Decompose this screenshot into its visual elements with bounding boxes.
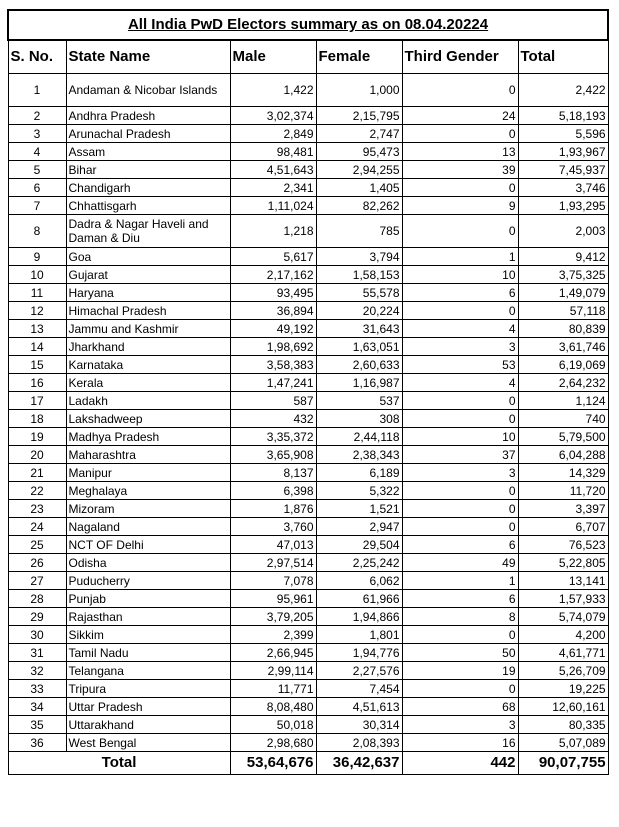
cell-male: 95,961 — [230, 590, 316, 608]
cell-male: 2,97,514 — [230, 554, 316, 572]
cell-third-gender: 13 — [402, 143, 518, 161]
cell-state-name: Jammu and Kashmir — [66, 320, 230, 338]
cell-male: 432 — [230, 410, 316, 428]
cell-sno: 32 — [8, 662, 66, 680]
cell-third-gender: 3 — [402, 338, 518, 356]
table-row — [8, 410, 608, 428]
cell-third-gender: 8 — [402, 608, 518, 626]
cell-male: 1,11,024 — [230, 197, 316, 215]
cell-male: 2,98,680 — [230, 734, 316, 752]
table-row — [8, 626, 608, 644]
cell-state-name: Gujarat — [66, 266, 230, 284]
cell-sno: 16 — [8, 374, 66, 392]
cell-sno: 35 — [8, 716, 66, 734]
cell-third-gender: 10 — [402, 266, 518, 284]
cell-state-name: Tamil Nadu — [66, 644, 230, 662]
cell-total: 12,60,161 — [518, 698, 608, 716]
table-row — [8, 554, 608, 572]
cell-total: 9,412 — [518, 248, 608, 266]
cell-male: 3,760 — [230, 518, 316, 536]
table-row — [8, 374, 608, 392]
cell-third-gender: 0 — [402, 125, 518, 143]
cell-male: 3,58,383 — [230, 356, 316, 374]
cell-state-name: West Bengal — [66, 734, 230, 752]
cell-third-gender: 3 — [402, 716, 518, 734]
cell-sno: 9 — [8, 248, 66, 266]
cell-total: 7,45,937 — [518, 161, 608, 179]
total-total: 90,07,755 — [518, 752, 608, 775]
cell-total: 19,225 — [518, 680, 608, 698]
table-row — [8, 572, 608, 590]
cell-sno: 29 — [8, 608, 66, 626]
cell-total: 5,22,805 — [518, 554, 608, 572]
header-state: State Name — [66, 40, 230, 74]
cell-state-name: Bihar — [66, 161, 230, 179]
cell-total: 5,18,193 — [518, 107, 608, 125]
table-row — [8, 161, 608, 179]
cell-third-gender: 3 — [402, 464, 518, 482]
cell-female: 20,224 — [316, 302, 402, 320]
cell-female: 2,15,795 — [316, 107, 402, 125]
cell-total: 5,07,089 — [518, 734, 608, 752]
cell-female: 6,189 — [316, 464, 402, 482]
cell-sno: 13 — [8, 320, 66, 338]
cell-state-name: Chhattisgarh — [66, 197, 230, 215]
cell-sno: 34 — [8, 698, 66, 716]
cell-third-gender: 19 — [402, 662, 518, 680]
cell-sno: 1 — [8, 74, 66, 107]
header-sno: S. No. — [8, 40, 66, 74]
cell-female: 1,63,051 — [316, 338, 402, 356]
cell-state-name: Puducherry — [66, 572, 230, 590]
cell-total: 2,422 — [518, 74, 608, 107]
title-row — [8, 10, 608, 40]
cell-state-name: Jharkhand — [66, 338, 230, 356]
table-row — [8, 464, 608, 482]
cell-total: 4,61,771 — [518, 644, 608, 662]
cell-female: 2,747 — [316, 125, 402, 143]
cell-female: 82,262 — [316, 197, 402, 215]
cell-male: 2,399 — [230, 626, 316, 644]
cell-third-gender: 53 — [402, 356, 518, 374]
cell-female: 1,405 — [316, 179, 402, 197]
cell-state-name: Assam — [66, 143, 230, 161]
cell-female: 2,44,118 — [316, 428, 402, 446]
cell-third-gender: 0 — [402, 482, 518, 500]
cell-male: 11,771 — [230, 680, 316, 698]
cell-third-gender: 0 — [402, 302, 518, 320]
cell-female: 2,94,255 — [316, 161, 402, 179]
table-row — [8, 107, 608, 125]
cell-total: 1,93,967 — [518, 143, 608, 161]
cell-third-gender: 4 — [402, 374, 518, 392]
table-row — [8, 248, 608, 266]
header-male: Male — [230, 40, 316, 74]
cell-male: 2,99,114 — [230, 662, 316, 680]
cell-male: 47,013 — [230, 536, 316, 554]
cell-state-name: Odisha — [66, 554, 230, 572]
cell-total: 3,61,746 — [518, 338, 608, 356]
cell-male: 1,47,241 — [230, 374, 316, 392]
cell-male: 2,849 — [230, 125, 316, 143]
cell-total: 4,200 — [518, 626, 608, 644]
table-title-cell — [8, 10, 608, 40]
cell-male: 2,66,945 — [230, 644, 316, 662]
cell-third-gender: 68 — [402, 698, 518, 716]
cell-male: 3,79,205 — [230, 608, 316, 626]
cell-total: 14,329 — [518, 464, 608, 482]
cell-sno: 2 — [8, 107, 66, 125]
cell-third-gender: 6 — [402, 590, 518, 608]
cell-female: 2,60,633 — [316, 356, 402, 374]
cell-total: 11,720 — [518, 482, 608, 500]
table-row — [8, 125, 608, 143]
cell-female: 1,000 — [316, 74, 402, 107]
cell-male: 3,35,372 — [230, 428, 316, 446]
cell-male: 2,17,162 — [230, 266, 316, 284]
cell-sno: 4 — [8, 143, 66, 161]
cell-sno: 25 — [8, 536, 66, 554]
cell-state-name: Rajasthan — [66, 608, 230, 626]
cell-sno: 8 — [8, 215, 66, 248]
cell-female: 6,062 — [316, 572, 402, 590]
cell-state-name: Meghalaya — [66, 482, 230, 500]
cell-female: 1,16,987 — [316, 374, 402, 392]
cell-male: 50,018 — [230, 716, 316, 734]
cell-state-name: Maharashtra — [66, 446, 230, 464]
cell-third-gender: 0 — [402, 410, 518, 428]
cell-state-name: Himachal Pradesh — [66, 302, 230, 320]
cell-third-gender: 0 — [402, 392, 518, 410]
cell-third-gender: 50 — [402, 644, 518, 662]
cell-sno: 11 — [8, 284, 66, 302]
cell-sno: 7 — [8, 197, 66, 215]
cell-sno: 17 — [8, 392, 66, 410]
cell-third-gender: 24 — [402, 107, 518, 125]
cell-third-gender: 0 — [402, 680, 518, 698]
cell-total: 740 — [518, 410, 608, 428]
cell-male: 5,617 — [230, 248, 316, 266]
header-total: Total — [518, 40, 608, 74]
cell-male: 36,894 — [230, 302, 316, 320]
cell-male: 1,98,692 — [230, 338, 316, 356]
cell-total: 5,74,079 — [518, 608, 608, 626]
cell-state-name: Telangana — [66, 662, 230, 680]
cell-sno: 26 — [8, 554, 66, 572]
cell-state-name: Uttar Pradesh — [66, 698, 230, 716]
table-row — [8, 590, 608, 608]
cell-total: 57,118 — [518, 302, 608, 320]
cell-female: 55,578 — [316, 284, 402, 302]
cell-state-name: Mizoram — [66, 500, 230, 518]
cell-male: 98,481 — [230, 143, 316, 161]
cell-sno: 18 — [8, 410, 66, 428]
cell-female: 537 — [316, 392, 402, 410]
cell-male: 3,02,374 — [230, 107, 316, 125]
cell-total: 5,26,709 — [518, 662, 608, 680]
table-row — [8, 518, 608, 536]
cell-third-gender: 6 — [402, 284, 518, 302]
cell-state-name: Ladakh — [66, 392, 230, 410]
total-third-gender: 442 — [402, 752, 518, 775]
table-row — [8, 608, 608, 626]
cell-female: 308 — [316, 410, 402, 428]
cell-female: 5,322 — [316, 482, 402, 500]
header-row — [8, 40, 608, 74]
cell-sno: 5 — [8, 161, 66, 179]
cell-third-gender: 1 — [402, 248, 518, 266]
cell-third-gender: 4 — [402, 320, 518, 338]
cell-male: 1,422 — [230, 74, 316, 107]
cell-third-gender: 0 — [402, 215, 518, 248]
cell-total: 6,707 — [518, 518, 608, 536]
cell-female: 30,314 — [316, 716, 402, 734]
table-row — [8, 320, 608, 338]
cell-total: 3,75,325 — [518, 266, 608, 284]
table-title: All India PwD Electors summary as on 08.04.20224 — [127, 16, 489, 33]
cell-sno: 14 — [8, 338, 66, 356]
table-row — [8, 266, 608, 284]
pwd-electors-table — [7, 9, 609, 775]
table-row — [8, 338, 608, 356]
table-row — [8, 482, 608, 500]
cell-total: 1,57,933 — [518, 590, 608, 608]
cell-sno: 28 — [8, 590, 66, 608]
cell-state-name: Punjab — [66, 590, 230, 608]
cell-state-name: Goa — [66, 248, 230, 266]
cell-state-name: Dadra & Nagar Haveli and Daman & Diu — [66, 215, 230, 248]
cell-total: 1,124 — [518, 392, 608, 410]
table-row — [8, 662, 608, 680]
cell-sno: 20 — [8, 446, 66, 464]
cell-state-name: Madhya Pradesh — [66, 428, 230, 446]
table-row — [8, 302, 608, 320]
cell-sno: 31 — [8, 644, 66, 662]
cell-sno: 22 — [8, 482, 66, 500]
cell-total: 3,397 — [518, 500, 608, 518]
cell-sno: 3 — [8, 125, 66, 143]
table-row — [8, 536, 608, 554]
cell-state-name: Andaman & Nicobar Islands — [66, 74, 230, 107]
cell-male: 2,341 — [230, 179, 316, 197]
cell-third-gender: 39 — [402, 161, 518, 179]
cell-female: 61,966 — [316, 590, 402, 608]
cell-state-name: Kerala — [66, 374, 230, 392]
table-row — [8, 284, 608, 302]
cell-state-name: Sikkim — [66, 626, 230, 644]
table-row — [8, 698, 608, 716]
table-row — [8, 680, 608, 698]
table-row — [8, 74, 608, 107]
cell-total: 6,04,288 — [518, 446, 608, 464]
cell-third-gender: 16 — [402, 734, 518, 752]
cell-third-gender: 49 — [402, 554, 518, 572]
cell-third-gender: 10 — [402, 428, 518, 446]
cell-sno: 30 — [8, 626, 66, 644]
cell-third-gender: 37 — [402, 446, 518, 464]
cell-total: 13,141 — [518, 572, 608, 590]
cell-total: 2,003 — [518, 215, 608, 248]
cell-total: 6,19,069 — [518, 356, 608, 374]
cell-male: 3,65,908 — [230, 446, 316, 464]
total-label: Total — [8, 752, 230, 775]
table-row — [8, 392, 608, 410]
cell-state-name: Nagaland — [66, 518, 230, 536]
cell-sno: 15 — [8, 356, 66, 374]
cell-total: 80,335 — [518, 716, 608, 734]
cell-sno: 33 — [8, 680, 66, 698]
table-row — [8, 716, 608, 734]
cell-sno: 27 — [8, 572, 66, 590]
table-row — [8, 446, 608, 464]
cell-sno: 24 — [8, 518, 66, 536]
table-row — [8, 179, 608, 197]
cell-sno: 23 — [8, 500, 66, 518]
cell-third-gender: 0 — [402, 74, 518, 107]
cell-state-name: Manipur — [66, 464, 230, 482]
table-row — [8, 734, 608, 752]
cell-sno: 36 — [8, 734, 66, 752]
cell-state-name: NCT OF Delhi — [66, 536, 230, 554]
cell-female: 2,38,343 — [316, 446, 402, 464]
cell-male: 1,876 — [230, 500, 316, 518]
cell-female: 7,454 — [316, 680, 402, 698]
cell-sno: 10 — [8, 266, 66, 284]
cell-female: 785 — [316, 215, 402, 248]
cell-state-name: Haryana — [66, 284, 230, 302]
cell-female: 1,521 — [316, 500, 402, 518]
cell-male: 1,218 — [230, 215, 316, 248]
cell-female: 1,58,153 — [316, 266, 402, 284]
cell-male: 49,192 — [230, 320, 316, 338]
cell-male: 6,398 — [230, 482, 316, 500]
total-male: 53,64,676 — [230, 752, 316, 775]
cell-state-name: Karnataka — [66, 356, 230, 374]
total-female: 36,42,637 — [316, 752, 402, 775]
cell-total: 76,523 — [518, 536, 608, 554]
cell-male: 4,51,643 — [230, 161, 316, 179]
cell-total: 1,49,079 — [518, 284, 608, 302]
cell-third-gender: 0 — [402, 179, 518, 197]
cell-total: 5,596 — [518, 125, 608, 143]
table-row — [8, 644, 608, 662]
cell-total: 80,839 — [518, 320, 608, 338]
cell-state-name: Uttarakhand — [66, 716, 230, 734]
total-row — [8, 752, 608, 775]
cell-male: 587 — [230, 392, 316, 410]
cell-third-gender: 6 — [402, 536, 518, 554]
table-row — [8, 143, 608, 161]
cell-female: 2,27,576 — [316, 662, 402, 680]
cell-state-name: Lakshadweep — [66, 410, 230, 428]
cell-third-gender: 0 — [402, 518, 518, 536]
cell-male: 8,08,480 — [230, 698, 316, 716]
cell-female: 1,801 — [316, 626, 402, 644]
header-third-gender: Third Gender — [402, 40, 518, 74]
cell-third-gender: 1 — [402, 572, 518, 590]
table-row — [8, 428, 608, 446]
cell-female: 2,25,242 — [316, 554, 402, 572]
cell-state-name: Chandigarh — [66, 179, 230, 197]
cell-total: 1,93,295 — [518, 197, 608, 215]
cell-total: 3,746 — [518, 179, 608, 197]
cell-female: 2,08,393 — [316, 734, 402, 752]
cell-male: 93,495 — [230, 284, 316, 302]
cell-third-gender: 0 — [402, 626, 518, 644]
cell-sno: 19 — [8, 428, 66, 446]
cell-total: 2,64,232 — [518, 374, 608, 392]
cell-total: 5,79,500 — [518, 428, 608, 446]
cell-sno: 6 — [8, 179, 66, 197]
table-row — [8, 197, 608, 215]
table-row — [8, 356, 608, 374]
table-row — [8, 500, 608, 518]
cell-sno: 12 — [8, 302, 66, 320]
cell-sno: 21 — [8, 464, 66, 482]
cell-third-gender: 0 — [402, 500, 518, 518]
pwd-electors-sheet — [7, 9, 609, 775]
cell-state-name: Andhra Pradesh — [66, 107, 230, 125]
cell-state-name: Tripura — [66, 680, 230, 698]
cell-female: 1,94,866 — [316, 608, 402, 626]
cell-state-name: Arunachal Pradesh — [66, 125, 230, 143]
cell-female: 1,94,776 — [316, 644, 402, 662]
cell-female: 31,643 — [316, 320, 402, 338]
header-female: Female — [316, 40, 402, 74]
cell-male: 7,078 — [230, 572, 316, 590]
cell-female: 2,947 — [316, 518, 402, 536]
cell-male: 8,137 — [230, 464, 316, 482]
cell-third-gender: 9 — [402, 197, 518, 215]
cell-female: 29,504 — [316, 536, 402, 554]
cell-female: 4,51,613 — [316, 698, 402, 716]
table-row — [8, 215, 608, 248]
cell-female: 3,794 — [316, 248, 402, 266]
cell-female: 95,473 — [316, 143, 402, 161]
